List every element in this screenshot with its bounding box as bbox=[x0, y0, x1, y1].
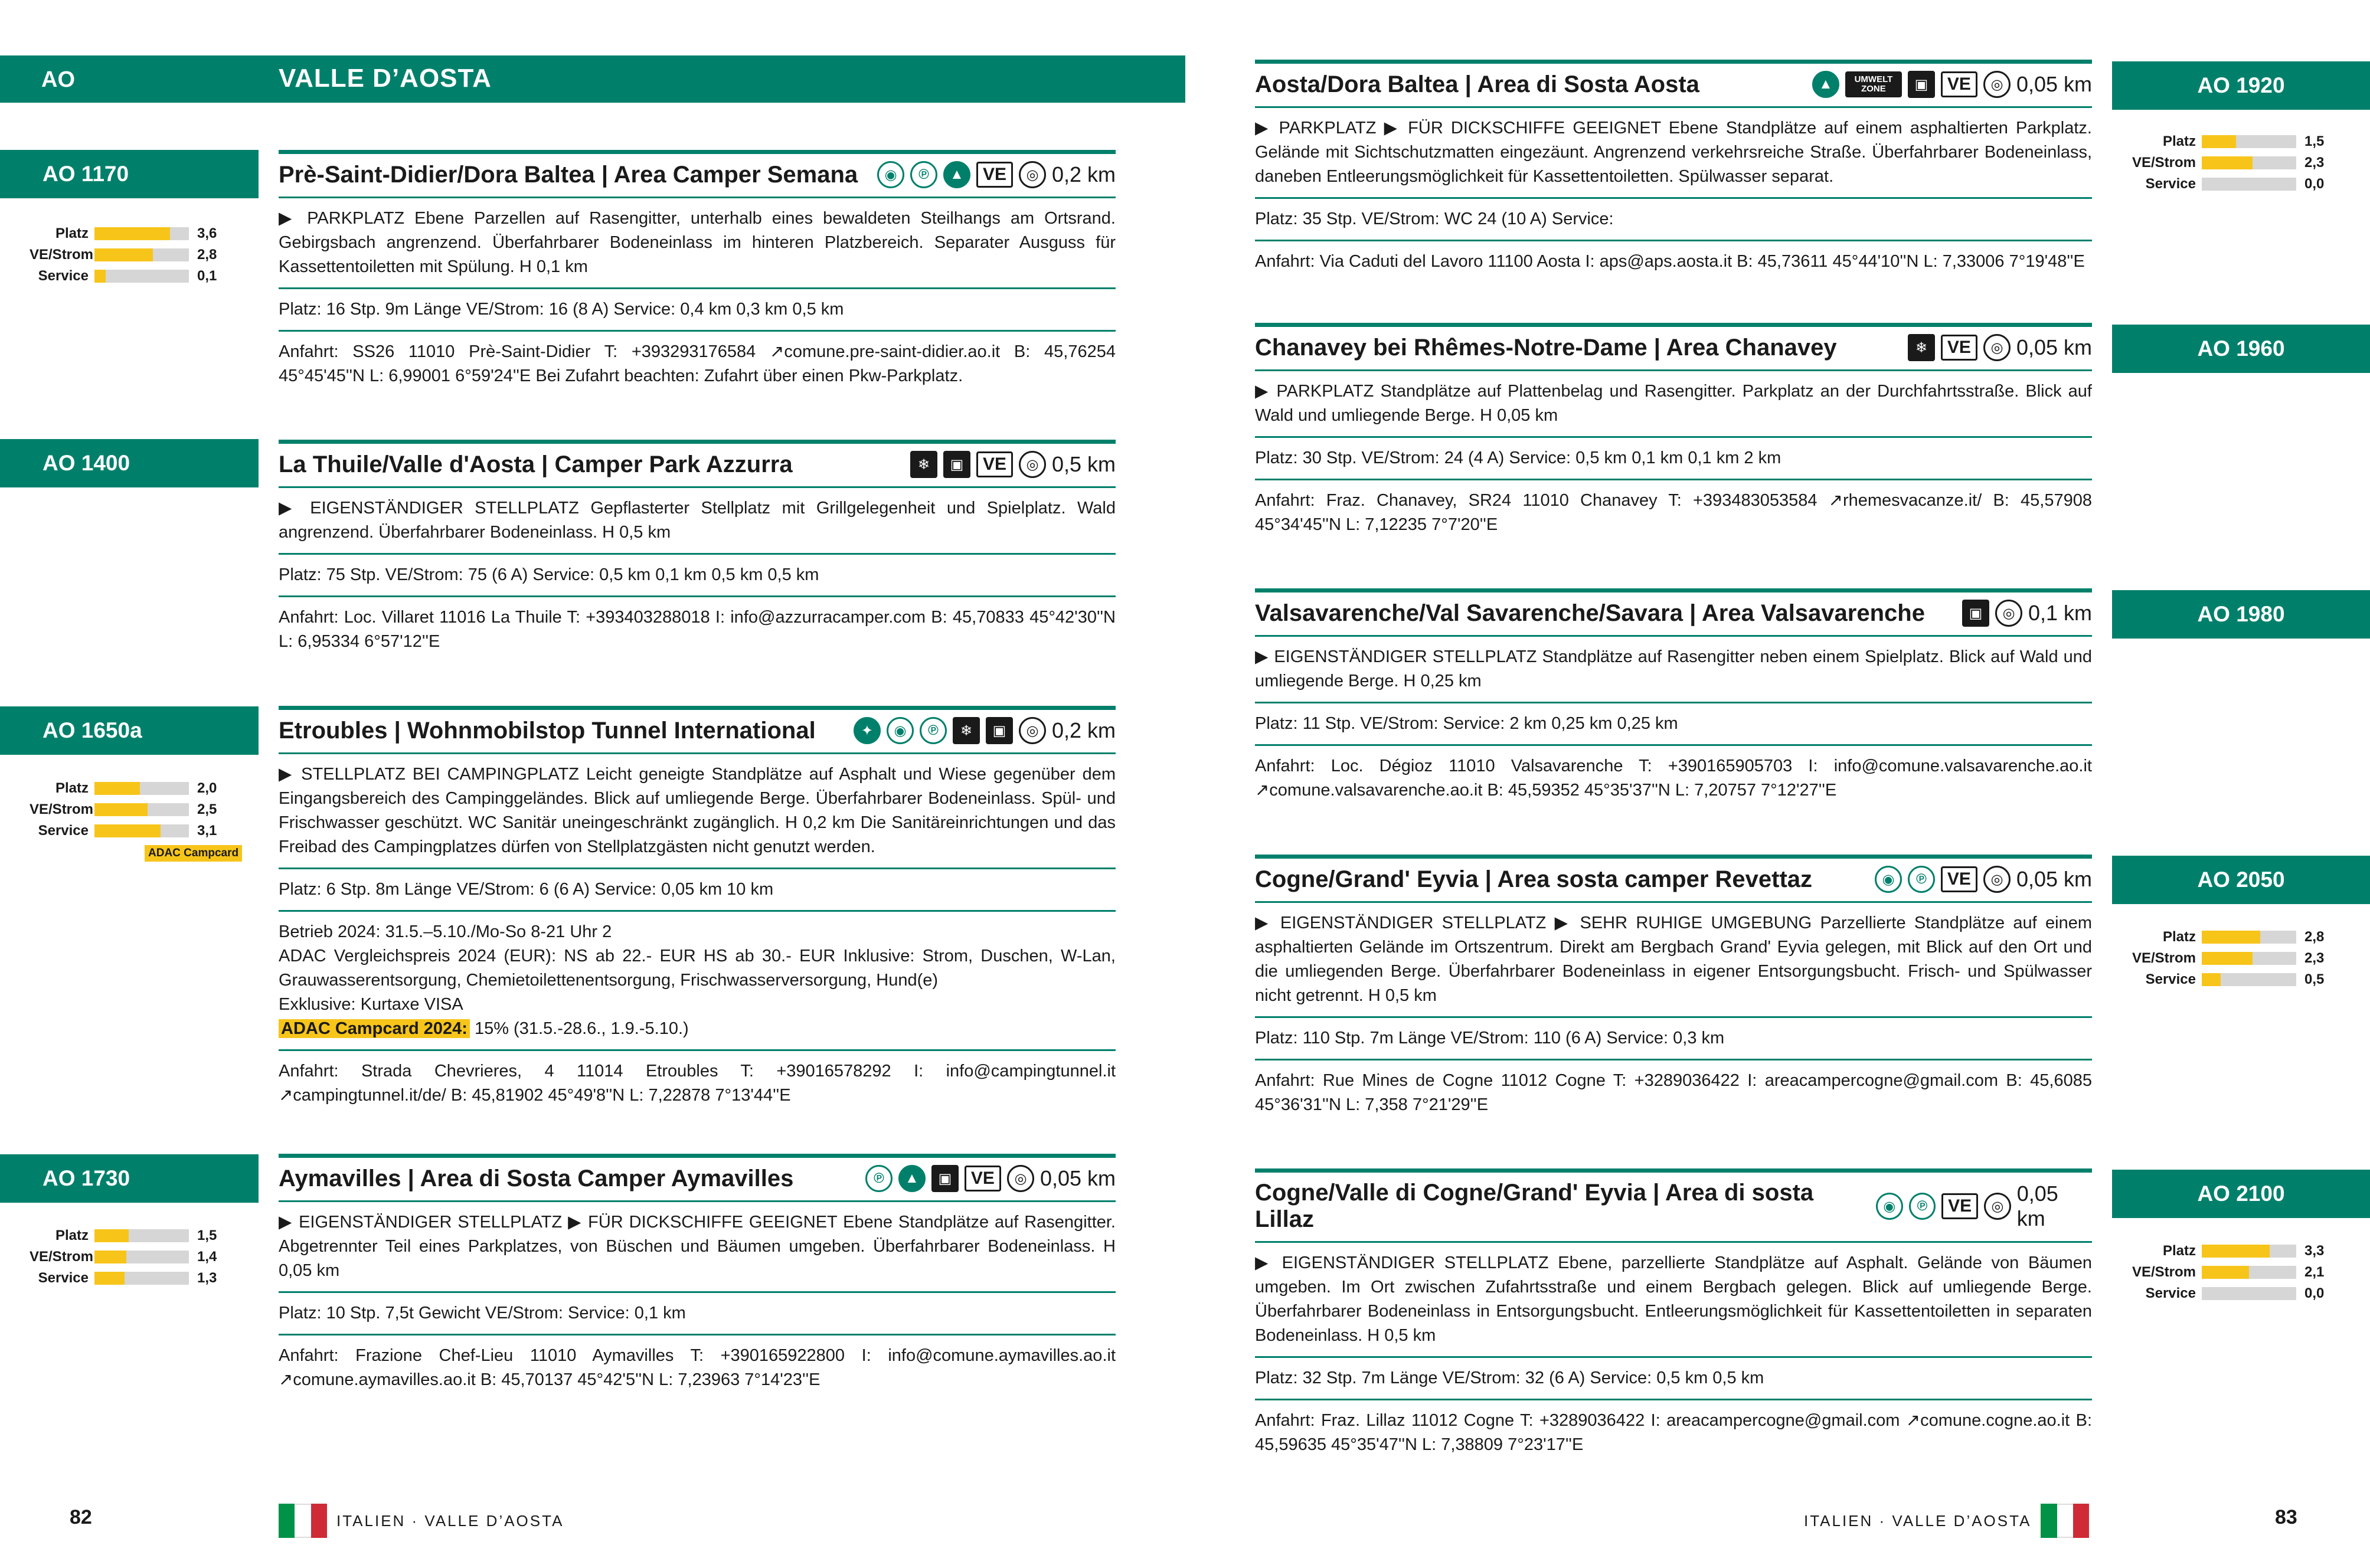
entry-details: Betrieb 2024: 31.5.–5.10./Mo-So 8-21 Uhr 2 ADAC Vergleichspreis 2024 (EUR): NS ab 22.- EUR HS ab 30.- EUR Inklusive: Strom, Duschen, W-Lan, Grauwasserentsorgung, Chemietoilettenentsorgung, Frischwasserversorgung, Hund(e) Exklusive: Kurtaxe VISA ADAC Campcard 2024: 15% (31.5.-28.6., 1.9.-5.10.) bbox=[279, 912, 1116, 1051]
entry-description: ▶ PARKPLATZ Ebene Parzellen auf Rasengitter, unterhalb eines bewaldeten Steilhangs am Ortsrand. Gebirgsbach angrenzend. Überfahrbarer Bodeneinlass im hinteren Platzbereich. Separater Ausguss für Kassettentoiletten mit Spülung. H 0,1 km bbox=[279, 198, 1116, 289]
ve-icon: VE bbox=[1941, 1193, 1978, 1219]
entry-anfahrt: Anfahrt: Rue Mines de Cogne 11012 Cogne T: +3289036422 I: areacampercogne@gmail.com B: 45,6085 45°36'31''N L: 7,358 7°21'29''E bbox=[1255, 1071, 2092, 1114]
entry-anfahrt: Anfahrt: Via Caduti del Lavoro 11100 Aosta I: aps@aps.aosta.it B: 45,73611 45°44'10''N L: 7,33006 7°19'48''E bbox=[1255, 252, 2085, 271]
entry-anfahrt: Anfahrt: Loc. Dégioz 11010 Valsavarenche T: +390165905703 I: info@comune.valsavarenche.ao.it ↗comune.valsavarenche.ao.it B: 45,59352 45°35'37''N L: 7,20757 7°12'27''E bbox=[1255, 757, 2092, 800]
snowflake-icon: ❄ bbox=[953, 717, 980, 744]
target-icon: ◎ bbox=[1983, 334, 2011, 361]
listing-entry: Aymavilles | Area di Sosta Camper Aymavilles ℗ ▲ ▣ VE ◎ 0,05 km ▶ EIGENSTÄNDIGER STELLPLATZ ▶ FÜR DICKSCHIFFE GEEIGNET Ebene Standplätze auf Rasengitter. Abgetrennter Teil eines Parkplatzes, von Büschen und Bäumen umgeben. Überfahrbarer Bodeneinlass. H 0,05 km Platz: 10 Stp. 7,5t Gewicht VE/Strom: Service: 0,1 km Anfahrt: Frazione Chef-Lieu 11010 Aymavilles T: +390165922800 I: info@comune.aymavilles.ao.it ↗comune.aymavilles.ao.it B: 45,70137 45°42'5''N L: 7,23963 7°14'23''E bbox=[279, 1154, 1116, 1400]
snowflake-icon: ❄ bbox=[1908, 334, 1935, 361]
entry-platz: Platz: 10 Stp. 7,5t Gewicht VE/Strom: Service: 0,1 km bbox=[279, 1293, 1116, 1335]
entry-platz: Platz: 30 Stp. VE/Strom: 24 (4 A) Service: 0,5 km 0,1 km 0,1 km 2 km bbox=[1255, 438, 2092, 480]
umweltzone-icon: UMWELT ZONE bbox=[1845, 71, 1902, 97]
ratings: Platz 2,8 VE/Strom 2,3 Service 0,5 bbox=[2132, 929, 2325, 987]
mountain-icon: ▲ bbox=[1812, 71, 1839, 98]
entry-title: Cogne/Valle di Cogne/Grand' Eyvia | Area di sosta Lillaz bbox=[1255, 1180, 1814, 1232]
ve-icon: VE bbox=[1941, 335, 1977, 361]
target-icon: ◎ bbox=[1019, 161, 1046, 188]
italy-flag-icon bbox=[279, 1504, 327, 1538]
camper-icon: ▣ bbox=[1908, 71, 1935, 98]
eco-icon: ℗ bbox=[920, 717, 947, 744]
entry-id-tag: AO 1980 bbox=[2112, 590, 2370, 639]
entry-platz: Platz: 35 Stp. VE/Strom: WC 24 (10 A) Service: bbox=[1255, 199, 2092, 241]
entry-description: ▶ STELLPLATZ BEI CAMPINGPLATZ Leicht geneigte Standplätze auf Asphalt und Wiese gegenüber dem Eingangsbereich des Campinggeländes. Blick auf umliegende Berge. Überfahrbarer Bodeneinlass. Spül- und Frischwasser geschützt. WC Sanitär uneingeschränkt zugänglich. H 0,2 km Die Sanitäreinrichtungen und das Freibad des Campingplatzes dürfen von Stellplatzgästen nicht genutzt werden. bbox=[279, 754, 1116, 869]
page-number-right: 83 bbox=[2275, 1506, 2297, 1528]
entry-id-tag: AO 2050 bbox=[2112, 856, 2370, 904]
campcard-label: ADAC Campcard 2024: bbox=[279, 1019, 470, 1038]
target-icon: ◎ bbox=[1019, 717, 1046, 744]
entry-title: Cogne/Grand' Eyvia | Area sosta camper Revettaz bbox=[1255, 866, 1813, 892]
footer-right: ITALIEN · VALLE D’AOSTA bbox=[1804, 1504, 2098, 1538]
entry-description: ▶ EIGENSTÄNDIGER STELLPLATZ Standplätze auf Rasengitter neben einem Spielplatz. Blick auf Wald und umliegende Berge. H 0,25 km bbox=[1255, 637, 2092, 703]
entry-description: ▶ EIGENSTÄNDIGER STELLPLATZ Gepflasterter Stellplatz mit Grillgelegenheit und Spielplatz. Wald angrenzend. Überfahrbarer Bodeneinlass. H 0,5 km bbox=[279, 488, 1116, 555]
entry-description: ▶ EIGENSTÄNDIGER STELLPLATZ Ebene, parzellierte Standplätze auf Asphalt. Gelände von Bäumen umgeben. Im Ort zwischen Zufahrtsstraße und einem Bergbach gelegen. Blick auf umliegende Berge. Überfahrbarer Bodeneinlass in Entsorgungsbucht. Entleerungsmöglichkeit für Kassettentoiletten in separaten Bodeneinlass. H 0,5 km bbox=[1255, 1243, 2092, 1358]
entry-id-tag: AO 1170 bbox=[0, 150, 259, 198]
listing-entry: La Thuile/Valle d'Aosta | Camper Park Azzurra ❄ ▣ VE ◎ 0,5 km ▶ EIGENSTÄNDIGER STELLPLATZ Gepflasterter Stellplatz mit Grillgelegenheit und Spielplatz. Wald angrenzend. Überfahrbarer Bodeneinlass. H 0,5 km Platz: 75 Stp. VE/Strom: 75 (6 A) Service: 0,5 km 0,1 km 0,5 km 0,5 km Anfahrt: Loc. Villaret 11016 La Thuile T: +393403288018 I: info@azzurracamper.com B: 45,70833 45°42'30''N L: 6,95334 6°57'12''E bbox=[279, 440, 1116, 662]
listing-entry: Cogne/Valle di Cogne/Grand' Eyvia | Area di sosta Lillaz ◉ ℗ VE ◎ 0,05 km ▶ EIGENSTÄNDIGER STELLPLATZ Ebene, parzellierte Standplätze auf Asphalt. Gelände von Bäumen umgeben. Im Ort zwischen Zufahrtsstraße und einem Bergbach gelegen. Blick auf umliegende Berge. Überfahrbarer Bodeneinlass in Entsorgungsbucht. Entleerungsmöglichkeit für Kassettentoiletten in separaten Bodeneinlass. H 0,5 km Platz: 32 Stp. 7m Länge VE/Strom: 32 (6 A) Service: 0,5 km 0,5 km Anfahrt: Fraz. Lillaz 11012 Cogne T: +3289036422 I: areacampercogne@gmail.com ↗comune.cogne.ao.it B: 45,59635 45°35'47''N L: 7,38809 7°23'17''E bbox=[1255, 1168, 2092, 1465]
target-icon: ◎ bbox=[1995, 600, 2022, 627]
ratings: Platz 3,6 VE/Strom 2,8 Service 0,1 bbox=[30, 225, 217, 284]
listing-entry: Etroubles | Wohnmobilstop Tunnel International ✦ ◉ ℗ ❄ ▣ ◎ 0,2 km ▶ STELLPLATZ BEI CAMPINGPLATZ Leicht geneigte Standplätze auf Asphalt und Wiese gegenüber dem Eingangsbereich des Campinggeländes. Blick auf umliegende Berge. Überfahrbarer Bodeneinlass. Spül- und Frischwasser geschützt. WC Sanitär uneingeschränkt zugänglich. H 0,2 km Die Sanitäreinrichtungen und das Freibad des Campingplatzes dürfen von Stellplatzgästen nicht genutzt werden. Platz: 6 Stp. 8m Länge VE/Strom: 6 (6 A) Service: 0,05 km 10 km Betrieb 2024: 31.5.–5.10./Mo-So 8-21 Uhr 2 ADAC Vergleichspreis 2024 (EUR): NS ab 22.- EUR HS ab 30.- EUR Inklusive: Strom, Duschen, W-Lan, Grauwasserentsorgung, Chemietoilettenentsorgung, Frischwasserversorgung, Hund(e) Exklusive: Kurtaxe VISA ADAC Campcard 2024: 15% (31.5.-28.6., 1.9.-5.10.) Anfahrt: Strada Chevrieres, 4 11014 Etroubles T: +39016578292 I: info@campingtunnel.it ↗campingtunnel.it/de/ B: 45,81902 45°49'8''N L: 7,22878 7°13'44''E bbox=[279, 706, 1116, 1116]
camper-icon: ▣ bbox=[943, 451, 970, 478]
target-icon: ◎ bbox=[1983, 71, 2011, 98]
ratings: Platz 3,3 VE/Strom 2,1 Service 0,0 bbox=[2132, 1243, 2325, 1301]
entry-anfahrt: Anfahrt: Frazione Chef-Lieu 11010 Aymavilles T: +390165922800 I: info@comune.aymavilles.ao.it ↗comune.aymavilles.ao.it B: 45,70137 45°42'5''N L: 7,23963 7°14'23''E bbox=[279, 1346, 1116, 1389]
entry-id-tag: AO 1920 bbox=[2112, 61, 2370, 110]
entry-anfahrt: Anfahrt: SS26 11010 Prè-Saint-Didier T: +393293176584 ↗comune.pre-saint-didier.ao.it B: 45,76254 45°45'45''N L: 6,99001 6°59'24''E Bei Zufahrt beachten: Zufahrt über einen Pkw-Parkplatz. bbox=[279, 342, 1116, 385]
entry-platz: Platz: 75 Stp. VE/Strom: 75 (6 A) Service: 0,5 km 0,1 km 0,5 km 0,5 km bbox=[279, 555, 1116, 597]
eye-icon: ◉ bbox=[877, 161, 904, 188]
ve-icon: VE bbox=[1941, 866, 1977, 892]
entry-id-tag: AO 1730 bbox=[0, 1154, 259, 1203]
eco-icon: ℗ bbox=[865, 1165, 893, 1192]
entry-id-tag: AO 1400 bbox=[0, 439, 259, 487]
entry-anfahrt: Anfahrt: Fraz. Lillaz 11012 Cogne T: +3289036422 I: areacampercogne@gmail.com ↗comune.cogne.ao.it B: 45,59635 45°35'47''N L: 7,38809 7°23'17''E bbox=[1255, 1411, 2092, 1454]
ve-icon: VE bbox=[976, 162, 1013, 188]
eco-icon: ℗ bbox=[910, 161, 937, 188]
eco-icon: ℗ bbox=[1908, 866, 1935, 893]
eye-icon: ◉ bbox=[1875, 866, 1902, 893]
ve-icon: VE bbox=[976, 451, 1013, 477]
footer-left: ITALIEN · VALLE D’AOSTA bbox=[269, 1504, 564, 1538]
compass-icon: ✦ bbox=[854, 717, 881, 744]
target-icon: ◎ bbox=[1019, 451, 1046, 478]
listing-entry: Prè-Saint-Didier/Dora Baltea | Area Camper Semana ◉ ℗ ▲ VE ◎ 0,2 km ▶ PARKPLATZ Ebene Parzellen auf Rasengitter, unterhalb eines bewaldeten Steilhangs am Ortsrand. Gebirgsbach angrenzend. Überfahrbarer Bodeneinlass im hinteren Platzbereich. Separater Ausguss für Kassettentoiletten mit Spülung. H 0,1 km Platz: 16 Stp. 9m Länge VE/Strom: 16 (8 A) Service: 0,4 km 0,3 km 0,5 km Anfahrt: SS26 11010 Prè-Saint-Didier T: +393293176584 ↗comune.pre-saint-didier.ao.it B: 45,76254 45°45'45''N L: 6,99001 6°59'24''E Bei Zufahrt beachten: Zufahrt über einen Pkw-Parkplatz. bbox=[279, 150, 1116, 397]
listing-entry: Cogne/Grand' Eyvia | Area sosta camper Revettaz ◉ ℗ VE ◎ 0,05 km ▶ EIGENSTÄNDIGER STELLPLATZ ▶ SEHR RUHIGE UMGEBUNG Parzellierte Standplätze auf einem asphaltierten Gelände im Ortszentrum. Direkt am Bergbach Grand' Eyvia gelegen, mit Blick auf den Ort und die umliegenden Berge. Überfahrbarer Bodeneinlass in eigener Entsorgungsbucht. Frisch- und Spülwasser nicht getrennt. H 0,5 km Platz: 110 Stp. 7m Länge VE/Strom: 110 (6 A) Service: 0,3 km Anfahrt: Rue Mines de Cogne 11012 Cogne T: +3289036422 I: areacampercogne@gmail.com B: 45,6085 45°36'31''N L: 7,358 7°21'29''E bbox=[1255, 855, 2092, 1125]
entry-title: Valsavarenche/Val Savarenche/Savara | Area Valsavarenche bbox=[1255, 600, 1925, 626]
entry-platz: Platz: 6 Stp. 8m Länge VE/Strom: 6 (6 A) Service: 0,05 km 10 km bbox=[279, 869, 1116, 912]
region-code: AO bbox=[41, 67, 75, 92]
eye-icon: ◉ bbox=[887, 717, 914, 744]
entry-platz: Platz: 32 Stp. 7m Länge VE/Strom: 32 (6 A) Service: 0,5 km 0,5 km bbox=[1255, 1358, 2092, 1400]
ratings: Platz 1,5 VE/Strom 2,3 Service 0,0 bbox=[2132, 133, 2325, 192]
ratings: Platz 2,0 VE/Strom 2,5 Service 3,1 ADAC Campcard bbox=[30, 778, 242, 862]
italy-flag-icon bbox=[2041, 1504, 2089, 1538]
mountain-icon: ▲ bbox=[943, 161, 970, 188]
camper-icon: ▣ bbox=[931, 1165, 959, 1192]
target-icon: ◎ bbox=[1007, 1165, 1034, 1192]
entry-anfahrt: Anfahrt: Fraz. Chanavey, SR24 11010 Chanavey T: +393483053584 ↗rhemesvacanze.it/ B: 45,57908 45°34'45''N L: 7,12235 7°7'20''E bbox=[1255, 491, 2092, 534]
listing-entry: Valsavarenche/Val Savarenche/Savara | Area Valsavarenche ▣ ◎ 0,1 km ▶ EIGENSTÄNDIGER STELLPLATZ Standplätze auf Rasengitter neben einem Spielplatz. Blick auf Wald und umliegende Berge. H 0,25 km Platz: 11 Stp. VE/Strom: Service: 2 km 0,25 km 0,25 km Anfahrt: Loc. Dégioz 11010 Valsavarenche T: +390165905703 I: info@comune.valsavarenche.ao.it ↗comune.valsavarenche.ao.it B: 45,59352 45°35'37''N L: 7,20757 7°12'27''E bbox=[1255, 588, 2092, 811]
eco-icon: ℗ bbox=[1909, 1193, 1936, 1220]
entry-description: ▶ EIGENSTÄNDIGER STELLPLATZ ▶ FÜR DICKSCHIFFE GEEIGNET Ebene Standplätze auf Rasengitter. Abgetrennter Teil eines Parkplatzes, von Büschen und Bäumen umgeben. Überfahrbarer Bodeneinlass. H 0,05 km bbox=[279, 1202, 1116, 1293]
eye-icon: ◉ bbox=[1876, 1193, 1903, 1220]
entry-anfahrt: Anfahrt: Strada Chevrieres, 4 11014 Etroubles T: +39016578292 I: info@campingtunnel.it ↗campingtunnel.it/de/ B: 45,81902 45°49'8''N L: 7,22878 7°13'44''E bbox=[279, 1062, 1116, 1105]
ve-icon: VE bbox=[965, 1166, 1001, 1191]
page-number-left: 82 bbox=[70, 1506, 92, 1528]
entry-platz: Platz: 110 Stp. 7m Länge VE/Strom: 110 (6 A) Service: 0,3 km bbox=[1255, 1018, 2092, 1060]
entry-platz: Platz: 16 Stp. 9m Länge VE/Strom: 16 (8 A) Service: 0,4 km 0,3 km 0,5 km bbox=[279, 289, 1116, 332]
entry-platz: Platz: 11 Stp. VE/Strom: Service: 2 km 0,25 km 0,25 km bbox=[1255, 703, 2092, 746]
listing-entry: Aosta/Dora Baltea | Area di Sosta Aosta ▲ UMWELT ZONE ▣ VE ◎ 0,05 km ▶ PARKPLATZ ▶ FÜR DICKSCHIFFE GEEIGNET Ebene Standplätze auf einem asphaltierten Parkplatz. Gelände mit Sichtschutzmatten eingezäunt. Angrenzend verkehrsreiche Straße. Überfahrbarer Bodeneinlass, daneben Entleerungsmöglichkeit für Kassettentoiletten. Spülwasser separat. Platz: 35 Stp. VE/Strom: WC 24 (10 A) Service: Anfahrt: Via Caduti del Lavoro 11100 Aosta I: aps@aps.aosta.it B: 45,73611 45°44'10''N L: 7,33006 7°19'48''E bbox=[1255, 60, 2092, 282]
target-icon: ◎ bbox=[1984, 1193, 2011, 1220]
entry-id-tag: AO 1650a bbox=[0, 706, 259, 755]
ve-icon: VE bbox=[1941, 71, 1977, 97]
target-icon: ◎ bbox=[1983, 866, 2011, 893]
entry-title: Etroubles | Wohnmobilstop Tunnel International bbox=[279, 717, 816, 744]
snowflake-icon: ❄ bbox=[910, 451, 937, 478]
entry-title: La Thuile/Valle d'Aosta | Camper Park Azzurra bbox=[279, 451, 793, 477]
entry-title: Chanavey bei Rhêmes-Notre-Dame | Area Chanavey bbox=[1255, 334, 1837, 361]
campcard-badge: ADAC Campcard bbox=[145, 845, 242, 862]
entry-anfahrt: Anfahrt: Loc. Villaret 11016 La Thuile T: +393403288018 I: info@azzurracamper.com B: 45,70833 45°42'30''N L: 6,95334 6°57'12''E bbox=[279, 608, 1116, 651]
mountain-icon: ▲ bbox=[898, 1165, 926, 1192]
entry-id-tag: AO 1960 bbox=[2112, 325, 2370, 373]
ratings: Platz 1,5 VE/Strom 1,4 Service 1,3 bbox=[30, 1227, 217, 1286]
region-header bbox=[0, 55, 1185, 103]
entry-description: ▶ PARKPLATZ ▶ FÜR DICKSCHIFFE GEEIGNET Ebene Standplätze auf einem asphaltierten Parkplatz. Gelände mit Sichtschutzmatten eingezäunt. Angrenzend verkehrsreiche Straße. Überfahrbarer Bodeneinlass, daneben Entleerungsmöglichkeit für Kassettentoiletten. Spülwasser separat. bbox=[1255, 108, 2092, 199]
entry-id-tag: AO 2100 bbox=[2112, 1170, 2370, 1218]
entry-description: ▶ EIGENSTÄNDIGER STELLPLATZ ▶ SEHR RUHIGE UMGEBUNG Parzellierte Standplätze auf einem asphaltierten Gelände im Ortszentrum. Direkt am Bergbach Grand' Eyvia gelegen, mit Blick auf den Ort und die umliegenden Berge. Überfahrbarer Bodeneinlass in eigener Entsorgungsbucht. Frisch- und Spülwasser nicht getrennt. H 0,5 km bbox=[1255, 903, 2092, 1018]
entry-title: Prè-Saint-Didier/Dora Baltea | Area Camper Semana bbox=[279, 161, 858, 188]
listing-entry: Chanavey bei Rhêmes-Notre-Dame | Area Chanavey ❄ VE ◎ 0,05 km ▶ PARKPLATZ Standplätze auf Plattenbelag und Rasengitter. Parkplatz an der Durchfahrtsstraße. Blick auf Wald und umliegende Berge. H 0,05 km Platz: 30 Stp. VE/Strom: 24 (4 A) Service: 0,5 km 0,1 km 0,1 km 2 km Anfahrt: Fraz. Chanavey, SR24 11010 Chanavey T: +393483053584 ↗rhemesvacanze.it/ B: 45,57908 45°34'45''N L: 7,12235 7°7'20''E bbox=[1255, 323, 2092, 545]
entry-title: Aymavilles | Area di Sosta Camper Aymavilles bbox=[279, 1165, 794, 1191]
camper-icon: ▣ bbox=[986, 717, 1013, 744]
camper-icon: ▣ bbox=[1962, 600, 1989, 627]
entry-title: Aosta/Dora Baltea | Area di Sosta Aosta bbox=[1255, 71, 1699, 97]
region-name: VALLE D’AOSTA bbox=[279, 64, 492, 93]
entry-description: ▶ PARKPLATZ Standplätze auf Plattenbelag und Rasengitter. Parkplatz an der Durchfahrtsstraße. Blick auf Wald und umliegende Berge. H 0,05 km bbox=[1255, 371, 2092, 438]
